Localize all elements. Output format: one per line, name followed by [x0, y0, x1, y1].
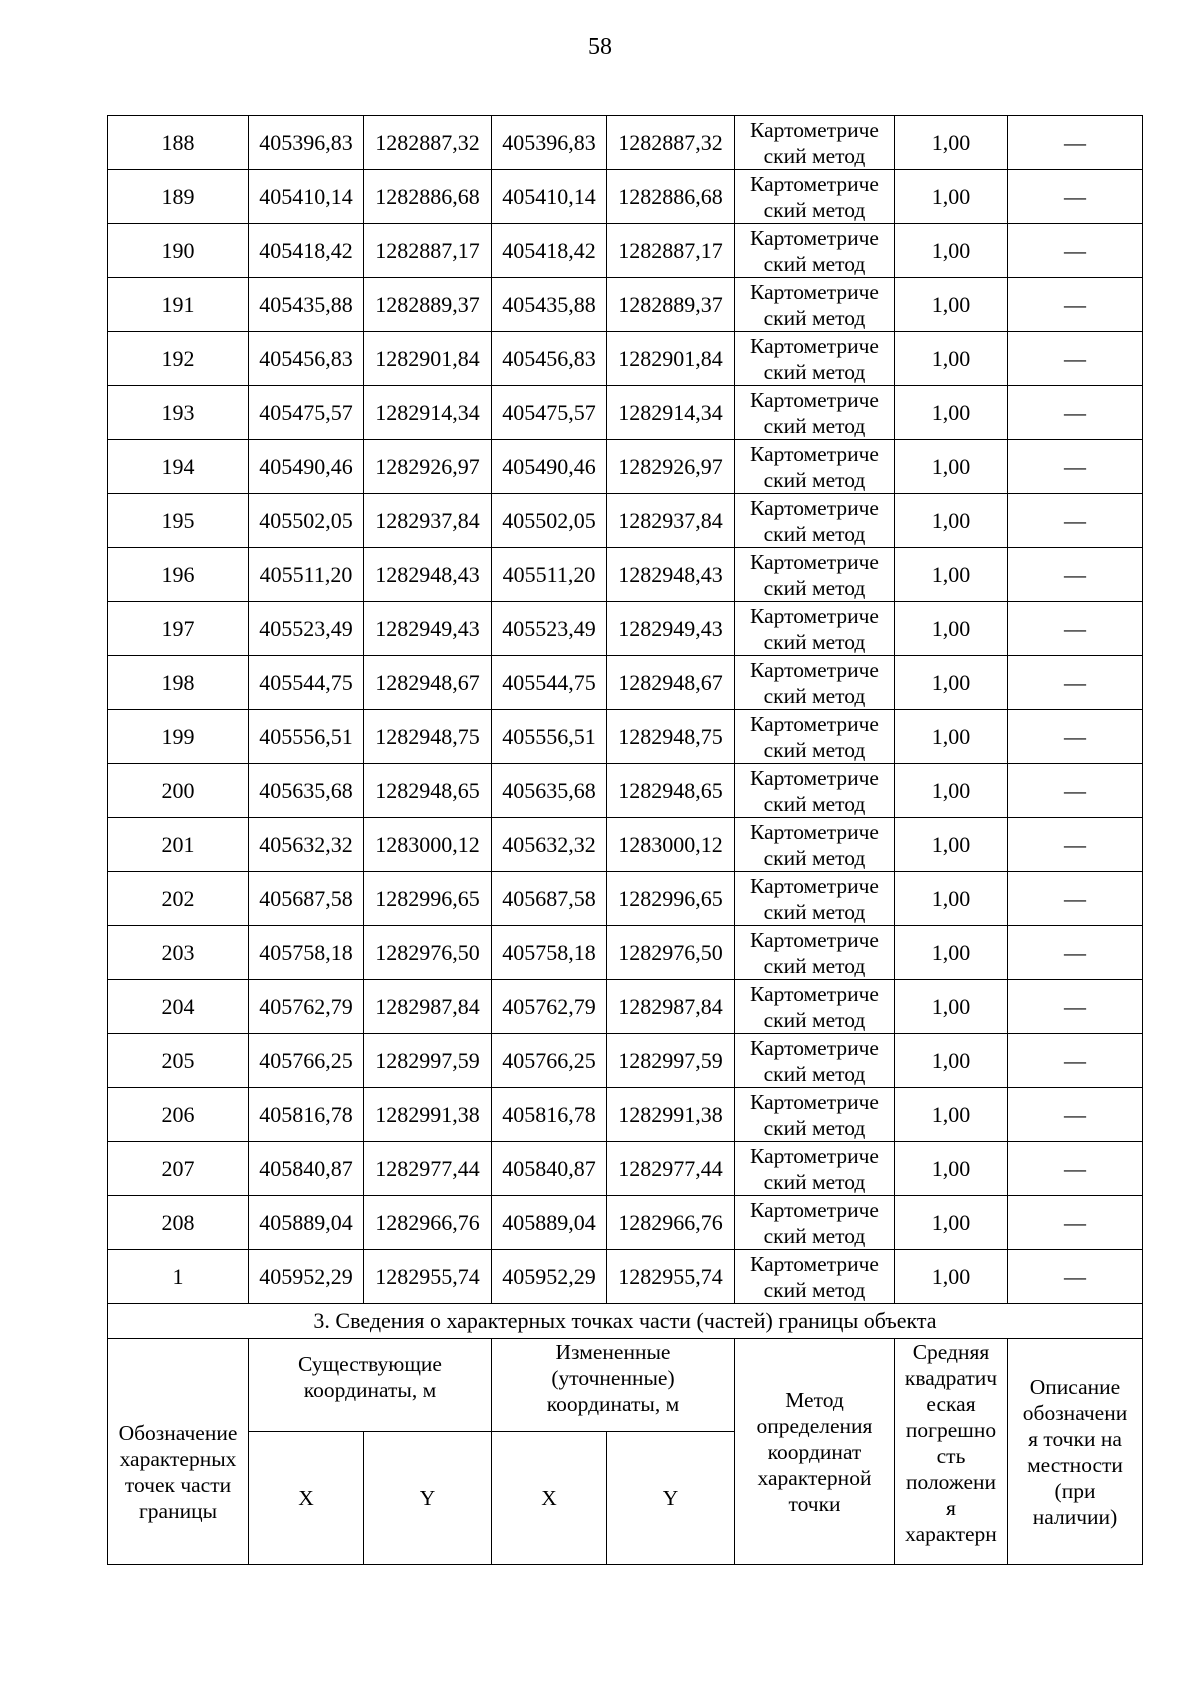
- cell-y-existing: 1282977,44: [364, 1142, 492, 1196]
- table-row: [108, 1034, 1143, 1088]
- method-line-1: Картометриче: [750, 171, 879, 196]
- page-number: 58: [588, 34, 612, 60]
- cell-point: 203: [108, 926, 249, 980]
- section-3-header: [108, 1304, 1143, 1565]
- table-row: [108, 872, 1143, 926]
- cell-method: [735, 710, 895, 764]
- cell-description: —: [1008, 926, 1143, 980]
- cell-y-existing: 1282948,67: [364, 656, 492, 710]
- cell-x-changed: 405632,32: [492, 818, 607, 872]
- cell-x-changed: 405687,58: [492, 872, 607, 926]
- method-line-1: Картометриче: [750, 657, 879, 682]
- cell-description: —: [1008, 872, 1143, 926]
- method-line-1: Картометриче: [750, 1089, 879, 1114]
- cell-method: [735, 656, 895, 710]
- cell-y-changed: 1282887,32: [607, 116, 735, 170]
- cell-description: —: [1008, 602, 1143, 656]
- cell-y-changed: 1282886,68: [607, 170, 735, 224]
- cell-method: [735, 1250, 895, 1304]
- table-row: [108, 1088, 1143, 1142]
- cell-description: —: [1008, 278, 1143, 332]
- cell-point: 202: [108, 872, 249, 926]
- cell-mean-error: 1,00: [895, 386, 1008, 440]
- cell-y-changed: 1282948,75: [607, 710, 735, 764]
- cell-y-existing: 1282889,37: [364, 278, 492, 332]
- cell-x-changed: 405475,57: [492, 386, 607, 440]
- cell-mean-error: 1,00: [895, 440, 1008, 494]
- cell-y-changed: 1282977,44: [607, 1142, 735, 1196]
- cell-point: 198: [108, 656, 249, 710]
- cell-x-existing: 405396,83: [249, 116, 364, 170]
- cell-mean-error: 1,00: [895, 1196, 1008, 1250]
- method-line-2: ский метод: [763, 1061, 866, 1086]
- cell-y-existing: 1282996,65: [364, 872, 492, 926]
- cell-x-existing: 405952,29: [249, 1250, 364, 1304]
- cell-x-changed: 405544,75: [492, 656, 607, 710]
- cell-y-existing: 1282887,32: [364, 116, 492, 170]
- cell-y-changed: 1282949,43: [607, 602, 735, 656]
- method-line-1: Картометриче: [750, 495, 879, 520]
- cell-y-existing: 1282937,84: [364, 494, 492, 548]
- table-row: [108, 764, 1143, 818]
- cell-y-changed: 1282987,84: [607, 980, 735, 1034]
- cell-y-changed: 1282889,37: [607, 278, 735, 332]
- method-line-2: ский метод: [763, 845, 866, 870]
- cell-point: 192: [108, 332, 249, 386]
- cell-point: 206: [108, 1088, 249, 1142]
- cell-point: 188: [108, 116, 249, 170]
- cell-description: —: [1008, 440, 1143, 494]
- method-line-1: Картометриче: [750, 225, 879, 250]
- cell-x-existing: 405840,87: [249, 1142, 364, 1196]
- cell-x-changed: 405889,04: [492, 1196, 607, 1250]
- table-row: [108, 926, 1143, 980]
- cell-x-existing: 405816,78: [249, 1088, 364, 1142]
- method-line-1: Картометриче: [750, 387, 879, 412]
- cell-mean-error: 1,00: [895, 818, 1008, 872]
- cell-description: —: [1008, 494, 1143, 548]
- cell-y-existing: 1283000,12: [364, 818, 492, 872]
- cell-x-changed: 405435,88: [492, 278, 607, 332]
- table-row: [108, 278, 1143, 332]
- table-row: [108, 710, 1143, 764]
- method-line-1: Картометриче: [750, 279, 879, 304]
- method-line-1: Картометриче: [750, 1035, 879, 1060]
- cell-description: —: [1008, 656, 1143, 710]
- cell-method: [735, 602, 895, 656]
- cell-y-changed: 1282937,84: [607, 494, 735, 548]
- cell-x-existing: 405475,57: [249, 386, 364, 440]
- cell-method: [735, 818, 895, 872]
- cell-y-changed: 1282966,76: [607, 1196, 735, 1250]
- cell-x-existing: 405544,75: [249, 656, 364, 710]
- cell-description: —: [1008, 1142, 1143, 1196]
- table-row: [108, 494, 1143, 548]
- method-line-1: Картометриче: [750, 711, 879, 736]
- cell-y-existing: 1282949,43: [364, 602, 492, 656]
- cell-x-changed: 405816,78: [492, 1088, 607, 1142]
- cell-y-existing: 1282948,43: [364, 548, 492, 602]
- header-y-changed: Y: [607, 1432, 735, 1565]
- cell-description: —: [1008, 818, 1143, 872]
- cell-mean-error: 1,00: [895, 494, 1008, 548]
- cell-x-changed: 405456,83: [492, 332, 607, 386]
- cell-point: 199: [108, 710, 249, 764]
- cell-y-existing: 1282997,59: [364, 1034, 492, 1088]
- method-line-1: Картометриче: [750, 603, 879, 628]
- method-line-2: ский метод: [763, 1223, 866, 1248]
- cell-description: —: [1008, 116, 1143, 170]
- cell-description: —: [1008, 764, 1143, 818]
- cell-description: —: [1008, 386, 1143, 440]
- table-row: [108, 224, 1143, 278]
- cell-x-existing: 405511,20: [249, 548, 364, 602]
- method-line-2: ский метод: [763, 683, 866, 708]
- cell-y-existing: 1282948,65: [364, 764, 492, 818]
- cell-method: [735, 116, 895, 170]
- cell-method: [735, 926, 895, 980]
- cell-y-changed: 1282948,67: [607, 656, 735, 710]
- method-line-2: ский метод: [763, 359, 866, 384]
- method-line-2: ский метод: [763, 575, 866, 600]
- cell-x-existing: 405687,58: [249, 872, 364, 926]
- header-point-designation: Обозначение характерных точек части границы: [108, 1339, 249, 1565]
- cell-method: [735, 278, 895, 332]
- cell-y-changed: 1282948,65: [607, 764, 735, 818]
- cell-description: —: [1008, 170, 1143, 224]
- header-mean-error: Средняя квадратич еская погрешно сть положени я характерн: [895, 1339, 1008, 1565]
- header-method: Метод определения координат характерной точки: [735, 1339, 895, 1565]
- cell-x-existing: 405556,51: [249, 710, 364, 764]
- method-line-1: Картометриче: [750, 333, 879, 358]
- cell-mean-error: 1,00: [895, 602, 1008, 656]
- cell-x-changed: 405758,18: [492, 926, 607, 980]
- cell-method: [735, 170, 895, 224]
- cell-mean-error: 1,00: [895, 1088, 1008, 1142]
- cell-method: [735, 440, 895, 494]
- cell-description: —: [1008, 1088, 1143, 1142]
- cell-method: [735, 1034, 895, 1088]
- cell-x-changed: 405762,79: [492, 980, 607, 1034]
- cell-point: 197: [108, 602, 249, 656]
- cell-y-changed: 1282955,74: [607, 1250, 735, 1304]
- cell-point: 191: [108, 278, 249, 332]
- method-line-2: ский метод: [763, 737, 866, 762]
- method-line-2: ский метод: [763, 305, 866, 330]
- cell-mean-error: 1,00: [895, 332, 1008, 386]
- cell-y-changed: 1282887,17: [607, 224, 735, 278]
- cell-x-changed: 405410,14: [492, 170, 607, 224]
- cell-mean-error: 1,00: [895, 710, 1008, 764]
- cell-x-existing: 405523,49: [249, 602, 364, 656]
- method-line-2: ский метод: [763, 251, 866, 276]
- method-line-2: ский метод: [763, 143, 866, 168]
- cell-point: 208: [108, 1196, 249, 1250]
- cell-mean-error: 1,00: [895, 872, 1008, 926]
- cell-x-existing: 405762,79: [249, 980, 364, 1034]
- cell-mean-error: 1,00: [895, 980, 1008, 1034]
- cell-x-changed: 405511,20: [492, 548, 607, 602]
- cell-point: 204: [108, 980, 249, 1034]
- cell-x-changed: 405952,29: [492, 1250, 607, 1304]
- table-row: [108, 1196, 1143, 1250]
- method-line-2: ский метод: [763, 197, 866, 222]
- cell-method: [735, 494, 895, 548]
- header-y-existing: Y: [364, 1432, 492, 1565]
- cell-x-changed: 405766,25: [492, 1034, 607, 1088]
- method-line-1: Картометриче: [750, 927, 879, 952]
- cell-y-changed: 1282901,84: [607, 332, 735, 386]
- cell-y-changed: 1282976,50: [607, 926, 735, 980]
- cell-mean-error: 1,00: [895, 926, 1008, 980]
- header-description: Описание обозначени я точки на местности (при наличии): [1008, 1339, 1143, 1565]
- table-body: [108, 116, 1143, 1304]
- method-line-2: ский метод: [763, 413, 866, 438]
- method-line-2: ский метод: [763, 899, 866, 924]
- table-row: [108, 818, 1143, 872]
- table-row: [108, 980, 1143, 1034]
- cell-y-existing: 1282887,17: [364, 224, 492, 278]
- cell-mean-error: 1,00: [895, 764, 1008, 818]
- cell-x-changed: 405840,87: [492, 1142, 607, 1196]
- cell-x-existing: 405435,88: [249, 278, 364, 332]
- cell-description: —: [1008, 332, 1143, 386]
- cell-method: [735, 332, 895, 386]
- method-line-1: Картометриче: [750, 1197, 879, 1222]
- cell-y-changed: 1282991,38: [607, 1088, 735, 1142]
- cell-mean-error: 1,00: [895, 1034, 1008, 1088]
- cell-method: [735, 1142, 895, 1196]
- cell-point: 193: [108, 386, 249, 440]
- table-row: [108, 656, 1143, 710]
- cell-y-existing: 1282886,68: [364, 170, 492, 224]
- cell-x-existing: 405766,25: [249, 1034, 364, 1088]
- method-line-2: ский метод: [763, 1007, 866, 1032]
- method-line-2: ский метод: [763, 1115, 866, 1140]
- cell-point: 1: [108, 1250, 249, 1304]
- cell-point: 205: [108, 1034, 249, 1088]
- cell-method: [735, 548, 895, 602]
- cell-x-existing: 405418,42: [249, 224, 364, 278]
- method-line-1: Картометриче: [750, 819, 879, 844]
- cell-mean-error: 1,00: [895, 224, 1008, 278]
- cell-y-changed: 1282926,97: [607, 440, 735, 494]
- table-row: [108, 332, 1143, 386]
- cell-y-changed: 1282948,43: [607, 548, 735, 602]
- cell-mean-error: 1,00: [895, 116, 1008, 170]
- section-3-title: 3. Сведения о характерных точках части (частей) границы объекта: [108, 1304, 1143, 1339]
- cell-method: [735, 872, 895, 926]
- cell-mean-error: 1,00: [895, 656, 1008, 710]
- method-line-2: ский метод: [763, 953, 866, 978]
- cell-point: 201: [108, 818, 249, 872]
- table-row: [108, 116, 1143, 170]
- method-line-1: Картометриче: [750, 117, 879, 142]
- cell-description: —: [1008, 1034, 1143, 1088]
- cell-mean-error: 1,00: [895, 548, 1008, 602]
- table-row: [108, 1142, 1143, 1196]
- cell-x-existing: 405490,46: [249, 440, 364, 494]
- cell-x-existing: 405889,04: [249, 1196, 364, 1250]
- cell-point: 194: [108, 440, 249, 494]
- cell-point: 189: [108, 170, 249, 224]
- cell-x-existing: 405632,32: [249, 818, 364, 872]
- method-line-2: ский метод: [763, 629, 866, 654]
- cell-x-changed: 405635,68: [492, 764, 607, 818]
- cell-description: —: [1008, 224, 1143, 278]
- table-row: [108, 548, 1143, 602]
- cell-y-existing: 1282955,74: [364, 1250, 492, 1304]
- table-row: [108, 1250, 1143, 1304]
- table-row: [108, 386, 1143, 440]
- method-line-2: ский метод: [763, 1277, 866, 1302]
- cell-y-changed: 1282997,59: [607, 1034, 735, 1088]
- table-row: [108, 170, 1143, 224]
- method-line-1: Картометриче: [750, 873, 879, 898]
- cell-description: —: [1008, 710, 1143, 764]
- cell-method: [735, 1088, 895, 1142]
- table-row: [108, 440, 1143, 494]
- cell-x-changed: 405523,49: [492, 602, 607, 656]
- cell-y-existing: 1282987,84: [364, 980, 492, 1034]
- cell-x-changed: 405396,83: [492, 116, 607, 170]
- cell-y-existing: 1282914,34: [364, 386, 492, 440]
- method-line-2: ский метод: [763, 521, 866, 546]
- cell-x-existing: 405502,05: [249, 494, 364, 548]
- method-line-1: Картометриче: [750, 765, 879, 790]
- method-line-1: Картометриче: [750, 981, 879, 1006]
- method-line-1: Картометриче: [750, 441, 879, 466]
- cell-mean-error: 1,00: [895, 1142, 1008, 1196]
- cell-point: 195: [108, 494, 249, 548]
- cell-x-changed: 405502,05: [492, 494, 607, 548]
- cell-y-existing: 1282966,76: [364, 1196, 492, 1250]
- cell-x-existing: 405456,83: [249, 332, 364, 386]
- cell-y-changed: 1282996,65: [607, 872, 735, 926]
- method-line-2: ский метод: [763, 467, 866, 492]
- cell-y-changed: 1282914,34: [607, 386, 735, 440]
- cell-y-changed: 1283000,12: [607, 818, 735, 872]
- cell-mean-error: 1,00: [895, 278, 1008, 332]
- cell-x-existing: 405758,18: [249, 926, 364, 980]
- method-line-2: ский метод: [763, 1169, 866, 1194]
- cell-description: —: [1008, 1250, 1143, 1304]
- coordinates-table: [107, 115, 1143, 1565]
- cell-y-existing: 1282948,75: [364, 710, 492, 764]
- table-row: [108, 602, 1143, 656]
- cell-description: —: [1008, 980, 1143, 1034]
- cell-y-existing: 1282901,84: [364, 332, 492, 386]
- method-line-1: Картометриче: [750, 549, 879, 574]
- header-x-existing: X: [249, 1432, 364, 1565]
- cell-x-changed: 405556,51: [492, 710, 607, 764]
- cell-x-existing: 405410,14: [249, 170, 364, 224]
- cell-y-existing: 1282991,38: [364, 1088, 492, 1142]
- cell-mean-error: 1,00: [895, 1250, 1008, 1304]
- cell-x-changed: 405490,46: [492, 440, 607, 494]
- header-existing-coordinates: Существующие координаты, м: [249, 1339, 492, 1432]
- cell-point: 196: [108, 548, 249, 602]
- cell-point: 200: [108, 764, 249, 818]
- cell-description: —: [1008, 548, 1143, 602]
- cell-point: 190: [108, 224, 249, 278]
- method-line-2: ский метод: [763, 791, 866, 816]
- cell-description: —: [1008, 1196, 1143, 1250]
- method-line-1: Картометриче: [750, 1143, 879, 1168]
- header-x-changed: X: [492, 1432, 607, 1565]
- cell-y-existing: 1282926,97: [364, 440, 492, 494]
- method-line-1: Картометриче: [750, 1251, 879, 1276]
- cell-x-existing: 405635,68: [249, 764, 364, 818]
- cell-method: [735, 224, 895, 278]
- cell-y-existing: 1282976,50: [364, 926, 492, 980]
- cell-method: [735, 1196, 895, 1250]
- cell-x-changed: 405418,42: [492, 224, 607, 278]
- header-changed-coordinates: Измененные (уточненные) координаты, м: [492, 1339, 735, 1432]
- cell-mean-error: 1,00: [895, 170, 1008, 224]
- cell-method: [735, 386, 895, 440]
- cell-point: 207: [108, 1142, 249, 1196]
- cell-method: [735, 764, 895, 818]
- cell-method: [735, 980, 895, 1034]
